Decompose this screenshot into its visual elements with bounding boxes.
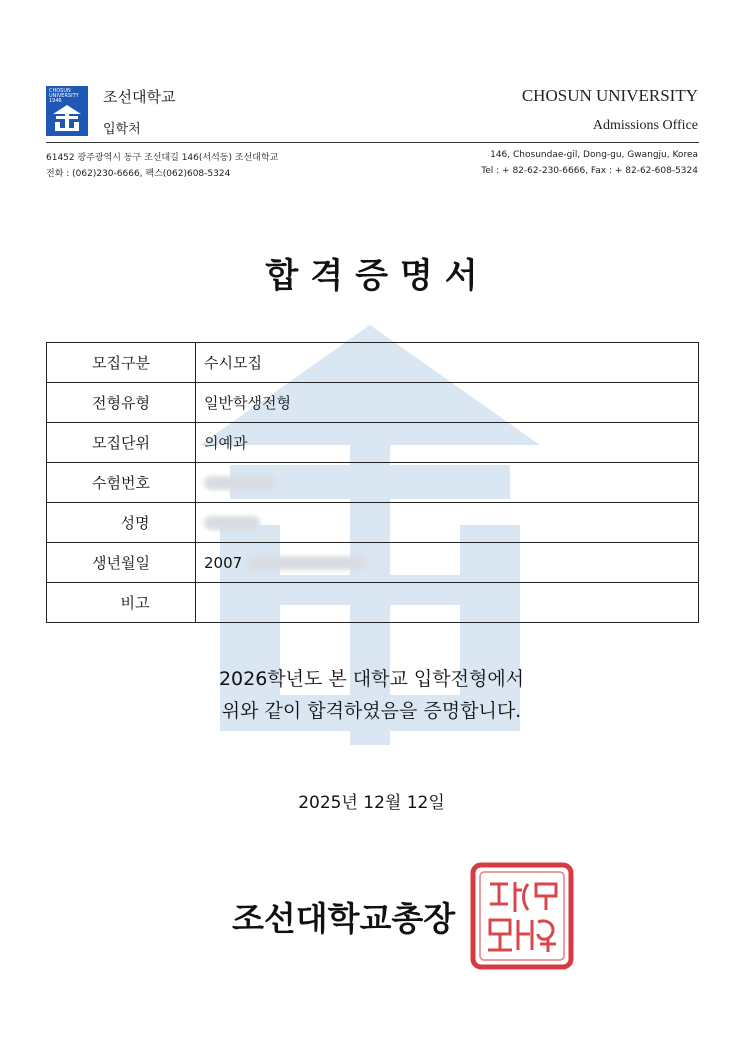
university-name-en: CHOSUN UNIVERSITY <box>521 86 698 105</box>
phone-ko: 전화 : (062)230-6666, 팩스(062)608-5324 <box>46 169 231 179</box>
department-name-en: Admissions Office <box>592 118 698 133</box>
row-value <box>196 583 699 623</box>
department-name-ko: 입학처 <box>103 122 141 137</box>
row-label: 생년월일 <box>47 543 196 583</box>
issue-date: 2025년 12월 12일 <box>298 793 445 813</box>
row-label: 성명 <box>47 503 196 543</box>
table-row <box>47 343 699 383</box>
row-value-redacted <box>196 463 699 503</box>
birth-year: 2007 <box>204 553 243 572</box>
statement-line-1: 2026학년도 본 대학교 입학전형에서 <box>218 668 525 690</box>
row-value: 일반학생전형 <box>196 383 699 423</box>
redacted-mark <box>204 476 276 490</box>
address-en: 146, Chosundae-gil, Dong-gu, Gwangju, Korea <box>490 150 698 160</box>
table-row <box>47 583 699 623</box>
row-label: 비고 <box>47 583 196 623</box>
row-label: 전형유형 <box>47 383 196 423</box>
row-label: 모집단위 <box>47 423 196 463</box>
redacted-mark <box>247 556 367 570</box>
president-signature: 조선대학교총장 <box>232 899 456 938</box>
row-label: 수험번호 <box>47 463 196 503</box>
row-value: 의예과 <box>196 423 699 463</box>
university-logo <box>46 86 88 136</box>
statement-line-2: 위와 같이 합격하였음을 증명합니다. <box>221 700 522 722</box>
table-row <box>47 463 699 503</box>
university-name-ko: 조선대학교 <box>103 88 176 106</box>
row-value-redacted <box>196 503 699 543</box>
phone-en: Tel : + 82-62-230-6666, Fax : + 82-62-608-5324 <box>481 166 698 176</box>
row-value: 수시모집 <box>196 343 699 383</box>
table-row <box>47 503 699 543</box>
redacted-mark <box>204 516 260 530</box>
official-seal-icon <box>470 862 574 970</box>
document-title: 합격증명서 <box>265 256 490 296</box>
table-row <box>47 543 699 583</box>
logo-text: CHOSUN UNIVERSITY 1946 <box>49 88 79 104</box>
header-divider <box>46 142 699 143</box>
table-row <box>47 383 699 423</box>
address-ko: 61452 광주광역시 동구 조선대길 146(서석동) 조선대학교 <box>46 153 279 163</box>
table-row <box>47 423 699 463</box>
row-value <box>196 543 699 583</box>
row-label: 모집구분 <box>47 343 196 383</box>
admission-info-table <box>46 342 699 623</box>
emblem-icon <box>52 104 82 132</box>
